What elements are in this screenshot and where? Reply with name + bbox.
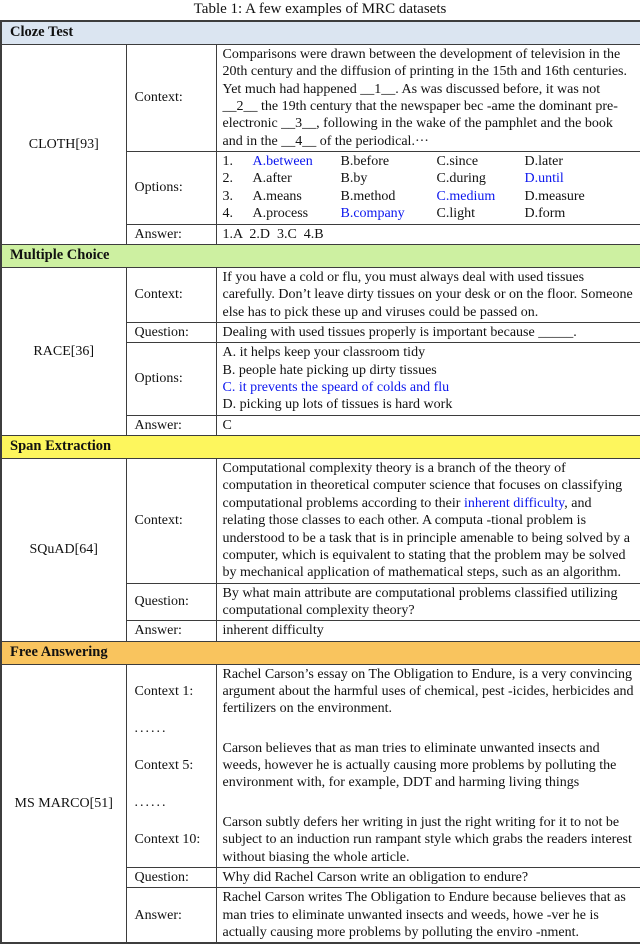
table-row [1,459,640,584]
option-number: 3. [222,188,233,204]
option-cell: C.light [436,206,476,222]
ellipsis-label: ...... [126,793,216,813]
row-label-question: Question: [126,867,216,887]
option-cell-correct: D.until [524,171,564,187]
option-line: B. people hate picking up dirty tissues [222,362,437,378]
options-row [223,205,635,222]
section-header-span-extraction: Span Extraction [1,436,640,459]
cloth-options [216,152,640,224]
section-row-cloze-test [1,21,640,44]
row-label-question: Question: [126,322,216,342]
table-row [1,267,640,322]
options-row [223,188,635,205]
cloth-answer: 1.A 2.D 3.C 4.B [216,224,640,244]
dataset-name-squad: SQuAD[64] [1,459,126,642]
option-cell-correct: B.company [340,206,405,222]
option-cell: C.since [436,154,479,170]
option-number: 4. [222,206,233,222]
table-row [1,664,640,719]
section-row-free-answering [1,641,640,664]
squad-question-text: By what main attribute are computational problems classified utilizing computational complexity theory? [216,583,640,621]
row-label-options: Options: [126,152,216,224]
row-label-context: Context: [126,267,216,322]
section-header-multiple-choice: Multiple Choice [1,244,640,267]
ellipsis-label: ...... [126,719,216,739]
spacer-cell [216,719,640,739]
option-cell-correct: A.between [252,154,313,170]
option-cell: A.means [252,188,302,204]
dataset-name-race: RACE[36] [1,267,126,435]
row-label-options: Options: [126,343,216,415]
msmarco-context-10-text: Carson subtly defers her writing in just the right writing for it to not be subject to an induction run rampant style which grabs the readers interest without biasing the whole article. [216,813,640,868]
race-question-text: Dealing with used tissues properly is important because _____. [216,322,640,342]
row-label-answer: Answer: [126,415,216,435]
section-header-cloze-test: Cloze Test [1,21,640,44]
option-cell: B.before [340,154,390,170]
dataset-name-msmarco: MS MARCO[51] [1,664,126,943]
row-label-answer: Answer: [126,888,216,944]
row-label-context: Context: [126,459,216,584]
row-label-context-1: Context 1: [126,664,216,719]
spacer-cell [216,793,640,813]
race-options [216,343,640,415]
option-line-correct: C. it prevents the speard of colds and flu [222,380,450,396]
option-cell: A.after [252,171,292,187]
option-cell: D.form [524,206,566,222]
race-context-text: If you have a cold or flu, you must always deal with used tissues carefully. Don’t leave dirty tissues on your desk or on the floor. Someone else has to pick these up and viruses could be passed on. [216,267,640,322]
msmarco-context-5-text: Carson believes that as man tries to eliminate unwanted insects and weeds, however he is actually causing more problems by polluting the environment with, for example, DDT and harming living things [216,739,640,793]
squad-context-text [216,459,640,584]
options-row [223,170,635,187]
option-cell: D.later [524,154,563,170]
text-span: Computational complexity theory is a branch of the theory of computation in theoretical computer science that focuses on classifying computational problems according to their [222,461,623,511]
option-cell: C.during [436,171,486,187]
option-cell: A.process [252,206,309,222]
msmarco-context-1-text: Rachel Carson’s essay on The Obligation to Endure, is a very convincing argument about the harmful uses of chemical, pest -icides, herbicides and fertilizers on the environment. [216,664,640,719]
table-caption: Table 1: A few examples of MRC datasets [193,1,447,17]
options-row [223,153,635,170]
option-cell: B.by [340,171,368,187]
msmarco-answer: Rachel Carson writes The Obligation to Endure because believes that as man tries to eliminate unwanted insects and weeds, howe -ver he is actually causing more problems by polluting the enviro -nment. [216,888,640,944]
option-number: 2. [222,171,233,187]
mrc-examples-table [0,20,640,944]
option-number: 1. [222,154,233,170]
race-answer: C [216,415,640,435]
section-row-span-extraction [1,436,640,459]
highlighted-answer-span: inherent difficulty [463,495,565,511]
squad-answer: inherent difficulty [216,621,640,641]
row-label-answer: Answer: [126,621,216,641]
row-label-context-5: Context 5: [126,739,216,793]
option-cell: B.method [340,188,396,204]
section-header-free-answering: Free Answering [1,641,640,664]
option-cell: D.measure [524,188,585,204]
cloth-context-text: Comparisons were drawn between the development of television in the 20th century and the diffusion of printing in the 15th and 16th centuries. Yet much had happened __1__. As was discussed before, it was not __2__ the 19th century that the newspaper bec -ame the dominant pre-electronic __3__, following in the wake of the pamphlet and the book and in the __4__ of the periodical.··· [216,44,640,151]
row-label-question: Question: [126,583,216,621]
msmarco-question-text: Why did Rachel Carson write an obligation to endure? [216,867,640,887]
text-span: , and relating those classes to each other. A computa -tional problem is understood to be a task that is in principle amenable to being solved by a computer, which is equivalent to stating that the problem may be solved by mechanical application of mathematical steps, such as an algorithm. [222,495,630,581]
dataset-name-cloth: CLOTH[93] [1,44,126,244]
row-label-context: Context: [126,44,216,151]
row-label-answer: Answer: [126,224,216,244]
table-row [1,44,640,151]
section-row-multiple-choice [1,244,640,267]
option-line: A. it helps keep your classroom tidy [222,345,426,361]
option-cell-correct: C.medium [436,188,496,204]
option-line: D. picking up lots of tissues is hard work [222,397,453,413]
row-label-context-10: Context 10: [126,813,216,868]
